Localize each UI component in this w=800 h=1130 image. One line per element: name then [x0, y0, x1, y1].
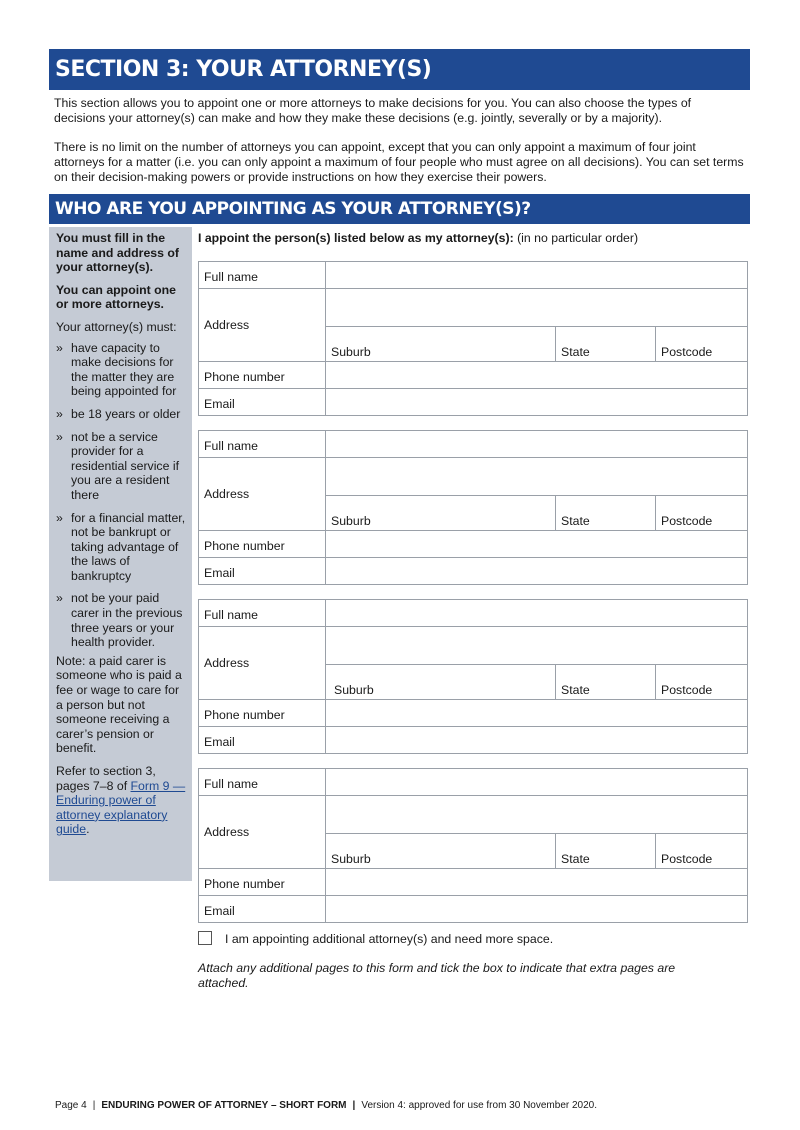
subsection-title: WHO ARE YOU APPOINTING AS YOUR ATTORNEY(S)?	[49, 194, 750, 224]
full-name-field[interactable]	[326, 600, 747, 627]
section-title: SECTION 3: YOUR ATTORNEY(S)	[49, 49, 750, 90]
address-group	[326, 289, 747, 362]
phone-label: Phone number	[199, 700, 326, 727]
state-field[interactable]: State	[555, 327, 655, 361]
additional-attorneys-label: I am appointing additional attorney(s) and need more space.	[225, 932, 554, 946]
phone-label: Phone number	[199, 362, 326, 389]
phone-field[interactable]	[326, 869, 747, 896]
requirements-list	[56, 341, 186, 650]
attach-note: Attach any additional pages to this form and tick the box to indicate that extra pages are attached.	[198, 961, 676, 990]
address-label: Address	[199, 289, 326, 362]
bullet-icon: »	[56, 429, 63, 444]
footer-separator: |	[352, 1100, 356, 1111]
email-field[interactable]	[326, 389, 747, 415]
suburb-field[interactable]: Suburb	[334, 683, 374, 697]
phone-field[interactable]	[326, 700, 747, 727]
postcode-field[interactable]: Postcode	[655, 327, 747, 361]
attorney-block-1	[198, 261, 748, 416]
address-label: Address	[199, 796, 326, 869]
address-field[interactable]	[326, 289, 747, 327]
full-name-label: Full name	[199, 431, 326, 458]
list-item: » not be your paid carer in the previous three years or your health provider.	[56, 591, 183, 650]
full-name-label: Full name	[199, 600, 326, 627]
address-field[interactable]	[326, 796, 747, 834]
email-label: Email	[199, 558, 326, 584]
email-field[interactable]	[326, 896, 747, 922]
address-field[interactable]	[326, 458, 747, 496]
footer-separator: |	[92, 1100, 96, 1111]
address-field[interactable]	[326, 627, 747, 665]
bullet-icon: »	[56, 591, 63, 606]
state-field[interactable]: State	[555, 496, 655, 530]
phone-field[interactable]	[326, 362, 747, 389]
form-title: ENDURING POWER OF ATTORNEY – SHORT FORM	[101, 1100, 347, 1111]
sidebar-instructions	[49, 227, 192, 881]
postcode-field[interactable]: Postcode	[655, 496, 747, 530]
list-item: » for a financial matter, not be bankrupt or taking advantage of the laws of bankruptcy	[56, 510, 186, 583]
must-fill-note: You must fill in the name and address of your attorney(s).	[56, 231, 180, 275]
page-footer	[55, 1100, 597, 1111]
email-field[interactable]	[326, 727, 747, 753]
phone-field[interactable]	[326, 531, 747, 558]
address-group	[326, 627, 747, 700]
bullet-icon: »	[56, 406, 63, 421]
email-label: Email	[199, 727, 326, 753]
email-field[interactable]	[326, 558, 747, 584]
full-name-field[interactable]	[326, 262, 747, 289]
bullet-icon: »	[56, 510, 63, 525]
address-label: Address	[199, 627, 326, 700]
version-text: Version 4: approved for use from 30 November 2020.	[361, 1100, 598, 1111]
can-appoint-note: You can appoint one or more attorneys.	[56, 282, 177, 312]
address-group	[326, 458, 747, 531]
list-item: » not be a service provider for a residential service if you are a resident there	[56, 429, 179, 502]
suburb-field[interactable]: Suburb	[331, 514, 371, 528]
suburb-field[interactable]: Suburb	[331, 852, 371, 866]
paid-carer-note: Note: a paid carer is someone who is paid a fee or wage to care for a person but not someone receiving a carer’s pension or benefit.	[56, 653, 182, 756]
email-label: Email	[199, 896, 326, 922]
full-name-field[interactable]	[326, 769, 747, 796]
state-field[interactable]: State	[555, 665, 655, 699]
suburb-field[interactable]: Suburb	[331, 345, 371, 359]
intro-paragraph-1: This section allows you to appoint one or more attorneys to make decisions for you. You can also choose the types of decisions your attorney(s) can make and how they make these decisions (e.g. jointly, severally or by a majority).	[54, 96, 692, 125]
page-number: Page 4	[55, 1100, 87, 1111]
bullet-icon: »	[56, 340, 63, 355]
address-group	[326, 796, 747, 869]
additional-attorneys-checkbox[interactable]	[198, 931, 212, 945]
phone-label: Phone number	[199, 531, 326, 558]
list-item: » be 18 years or older	[56, 406, 181, 421]
must-intro: Your attorney(s) must:	[56, 319, 177, 334]
email-label: Email	[199, 389, 326, 415]
postcode-field[interactable]: Postcode	[655, 834, 747, 868]
state-field[interactable]: State	[555, 834, 655, 868]
full-name-label: Full name	[199, 769, 326, 796]
phone-label: Phone number	[199, 869, 326, 896]
full-name-field[interactable]	[326, 431, 747, 458]
full-name-label: Full name	[199, 262, 326, 289]
list-item: » have capacity to make decisions for the matter they are being appointed for	[56, 340, 177, 399]
refer-note: Refer to section 3, pages 7–8 of Form 9 — Enduring power of attorney explanatory guide.	[56, 764, 186, 837]
intro-paragraph-2: There is no limit on the number of attorneys you can appoint, except that you can only appoint a maximum of four joint attorneys for a matter (i.e. you can only appoint a maximum of four people who must agree on all decisions). You can set terms on their decision-making powers or provide instructions on how they exercise their powers.	[54, 140, 744, 184]
postcode-field[interactable]: Postcode	[655, 665, 747, 699]
guide-link[interactable]: Form 9 — Enduring power of attorney explanatory guide	[56, 778, 186, 837]
appoint-heading: I appoint the person(s) listed below as my attorney(s): (in no particular order)	[198, 231, 639, 245]
attorney-block-2	[198, 430, 748, 585]
address-label: Address	[199, 458, 326, 531]
attorney-block-3	[198, 599, 748, 754]
attorney-block-4	[198, 768, 748, 923]
